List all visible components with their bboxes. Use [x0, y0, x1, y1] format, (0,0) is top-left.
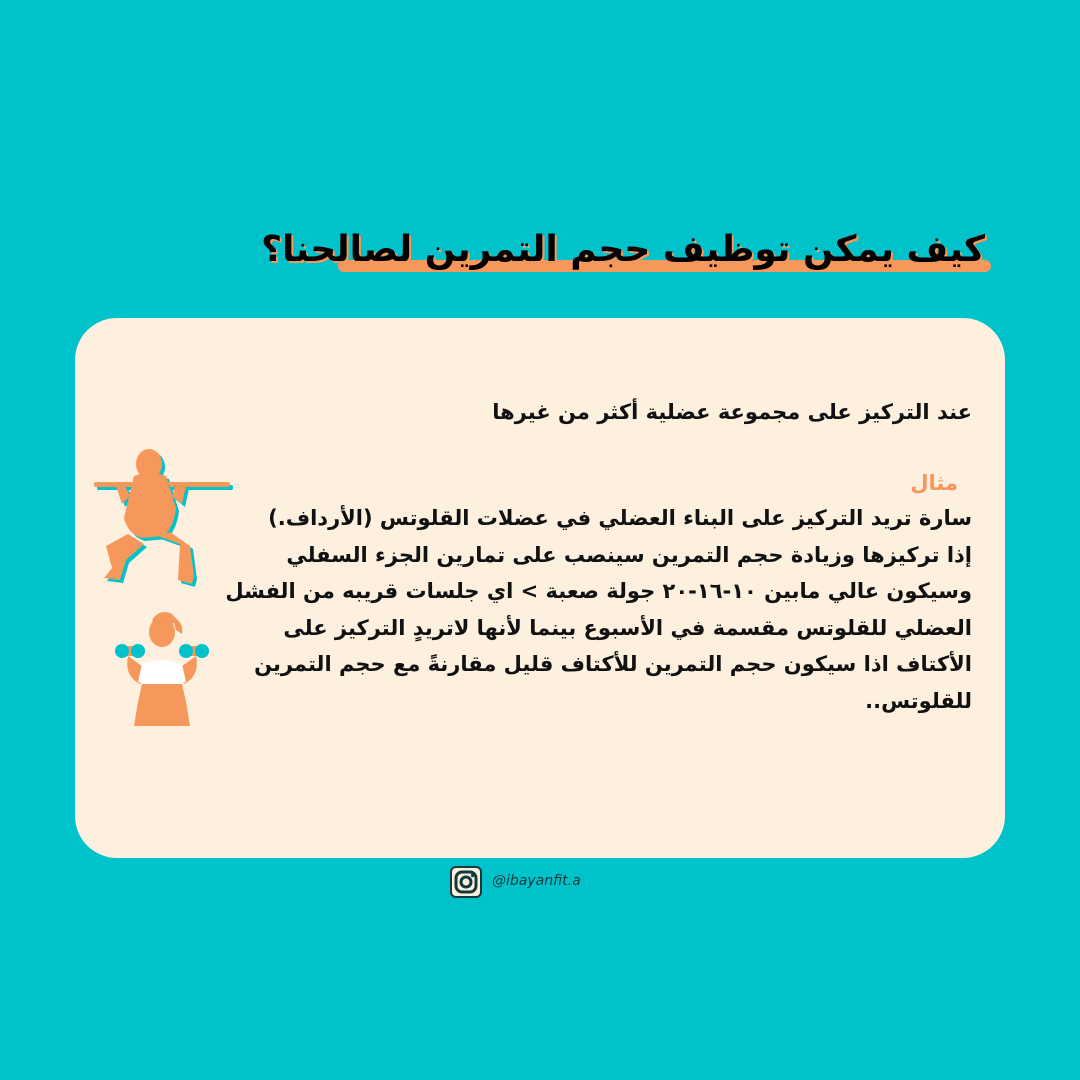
intro-text: عند التركيز على مجموعة عضلية أكثر من غيرها — [492, 400, 972, 424]
title-block — [261, 222, 995, 282]
body-line: وسيكون عالي مابين ١٠-١٦-٢٠ جولة صعبة > اي جلسات قريبه من الفشل — [225, 579, 972, 603]
body-line: سارة تريد التركيز على البناء العضلي في عضلات القلوتس (الأرداف.) — [268, 506, 972, 530]
example-body — [202, 500, 972, 719]
example-label: مثال — [910, 471, 958, 495]
dumbbell-figure-icon — [112, 606, 212, 732]
body-line: للقلوتس.. — [865, 688, 972, 713]
body-line: الأكتاف اذا سيكون حجم التمرين للأكتاف قليل مقارنةً مع حجم التمرين — [254, 652, 972, 676]
body-line: إذا تركيزها وزيادة حجم التمرين سينصب على تمارين الجزء السفلي — [286, 542, 972, 567]
instagram-icon[interactable] — [448, 864, 484, 900]
squat-figure-icon — [94, 448, 236, 596]
page-title: كيف يمكن توظيف حجم التمرين لصالحنا؟ — [261, 229, 985, 270]
instagram-handle[interactable]: @ibayanfit.a — [492, 873, 581, 889]
body-line: العضلي للقلوتس مقسمة في الأسبوع بينما لأنها لاتريدٍ التركيز على — [283, 615, 972, 640]
